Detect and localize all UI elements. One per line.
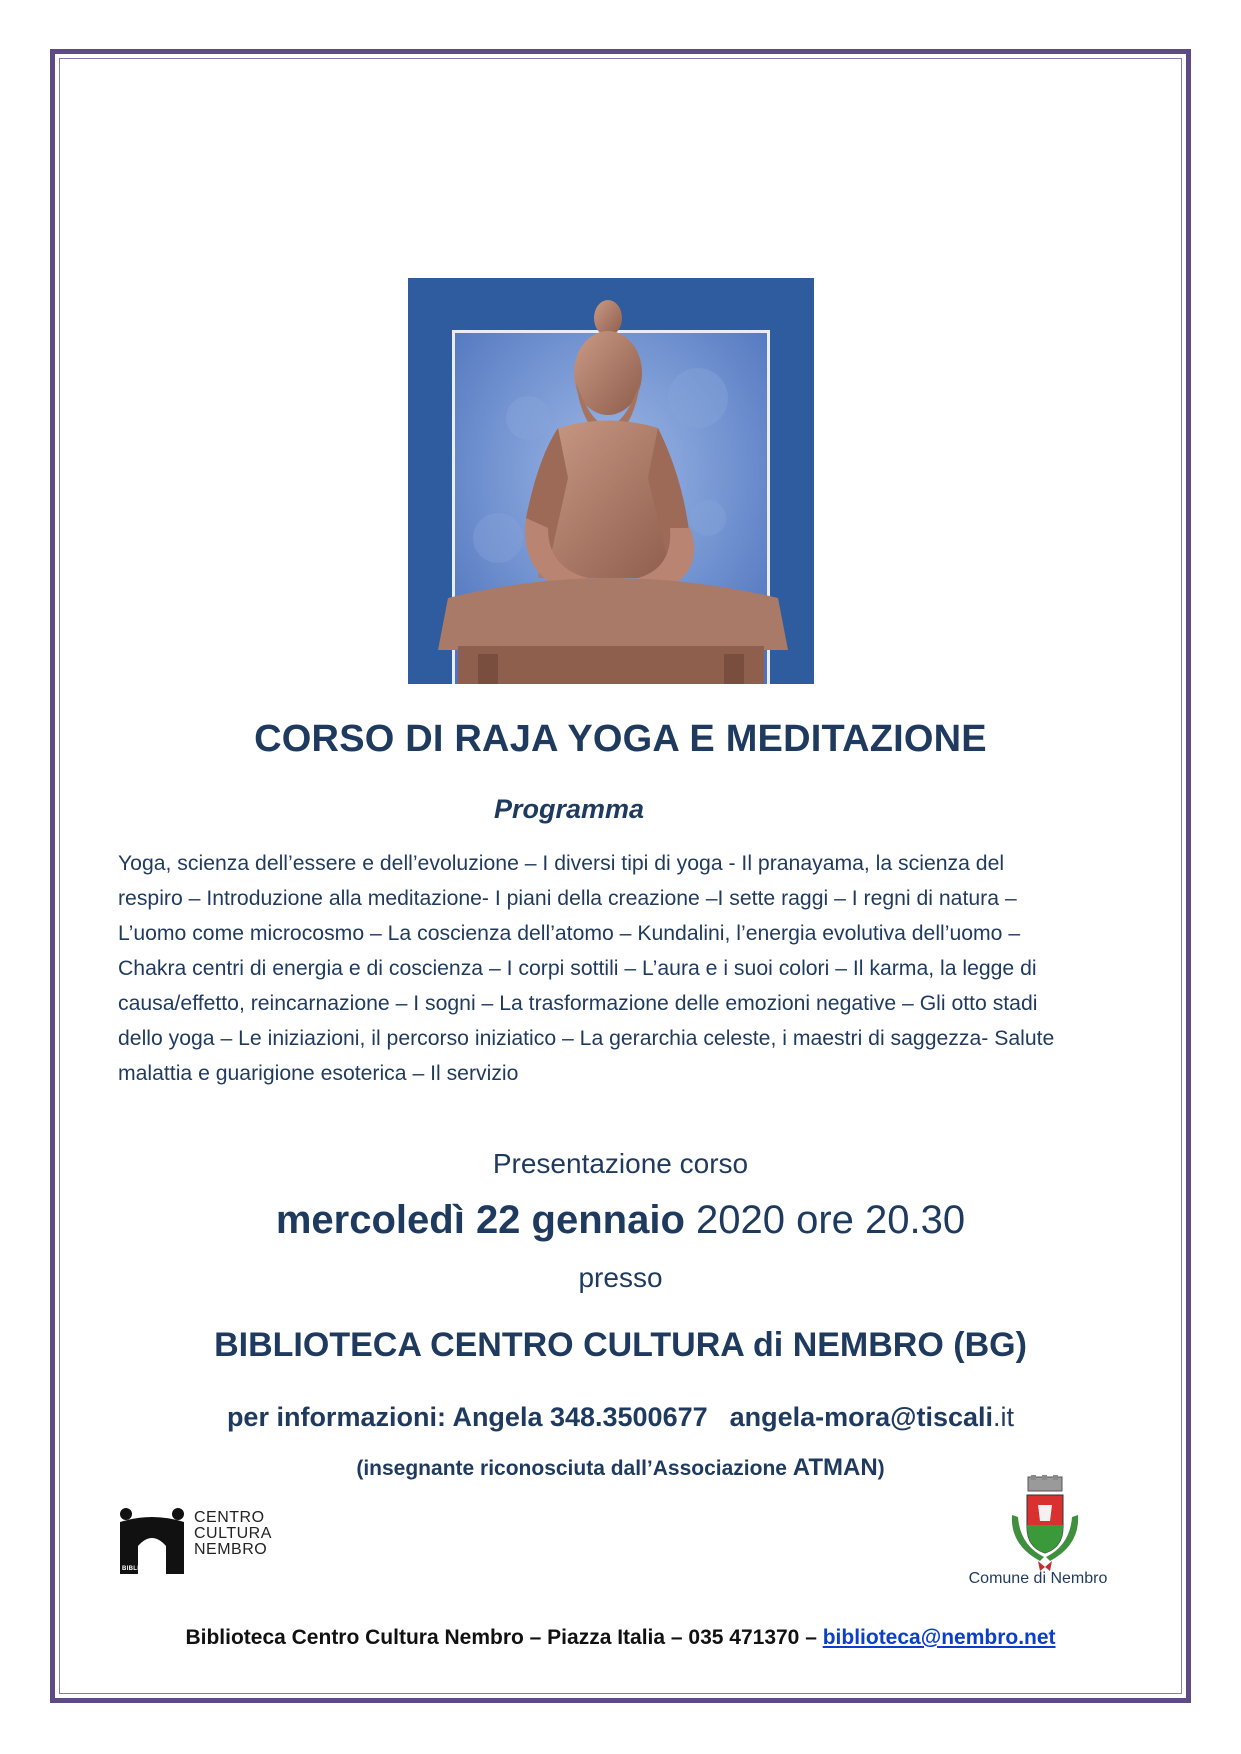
footer [0, 1626, 1241, 1650]
logo-line: CULTURA [194, 1525, 272, 1542]
teacher-note-text: (insegnante riconosciuta dall’Associazione [356, 1457, 793, 1480]
association-name: ATMAN [792, 1454, 878, 1481]
presso-label: presso [578, 1262, 663, 1293]
programme-line: dello yoga – Le iniziazioni, il percorso iniziatico – La gerarchia celeste, i maestri di saggezza- Salute [118, 1027, 1055, 1050]
presentation-date [0, 1198, 1241, 1243]
programme-line: causa/effetto, reincarnazione – I sogni – La trasformazione delle emozioni negative – Gli otto stadi [118, 992, 1038, 1015]
logo-line: NEMBRO [194, 1541, 268, 1558]
programme-text [118, 846, 1128, 1091]
coat-of-arms-icon [1000, 1475, 1090, 1575]
presentation-label: Presentazione corso [492, 1148, 749, 1179]
comune-label: Comune di Nembro [968, 1570, 1108, 1587]
teacher-note-close: ) [877, 1457, 885, 1480]
date-time: 2020 ore 20.30 [684, 1198, 966, 1242]
contact-label: per informazioni: Angela 348.3500677 [226, 1402, 708, 1432]
course-title: CORSO DI RAJA YOGA E MEDITAZIONE [254, 718, 987, 760]
centro-cultura-text [194, 1510, 272, 1558]
logo-line: CENTRO [194, 1509, 265, 1526]
biblioteca-small-text: BIBLIOTECA [122, 1566, 162, 1572]
programme-line: Yoga, scienza dell’essere e dell’evoluzione – I diversi tipi di yoga - Il pranayama, la scienza del [118, 852, 1005, 875]
contact-email[interactable]: angela-mora@tiscali [729, 1402, 994, 1432]
programme-line: respiro – Introduzione alla meditazione- I piani della creazione –I sette raggi – I regni di natura – [118, 887, 1017, 910]
contact-info [0, 1402, 1241, 1433]
programme-line: malattia e guarigione esoterica – Il servizio [118, 1062, 519, 1085]
yoga-statue-image [408, 278, 814, 684]
programme-line: L’uomo come microcosmo – La coscienza dell’atomo – Kundalini, l’energia evolutiva dell’uomo – [118, 922, 1021, 945]
nembro-crest [1000, 1475, 1090, 1575]
footer-email-link[interactable]: biblioteca@nembro.net [822, 1626, 1056, 1649]
programme-heading: Programma [494, 794, 645, 824]
venue-name: BIBLIOTECA CENTRO CULTURA di NEMBRO (BG) [214, 1326, 1027, 1364]
centro-cultura-logo [118, 1506, 278, 1576]
programme-line: Chakra centri di energia e di coscienza – I corpi sottili – L’aura e i suoi colori – Il karma, la legge di [118, 957, 1037, 980]
date-bold: mercoledì 22 gennaio [275, 1198, 685, 1242]
contact-email-suffix: .it [993, 1402, 1015, 1432]
footer-text: Biblioteca Centro Cultura Nembro – Piazza Italia – 035 471370 – [185, 1626, 823, 1649]
